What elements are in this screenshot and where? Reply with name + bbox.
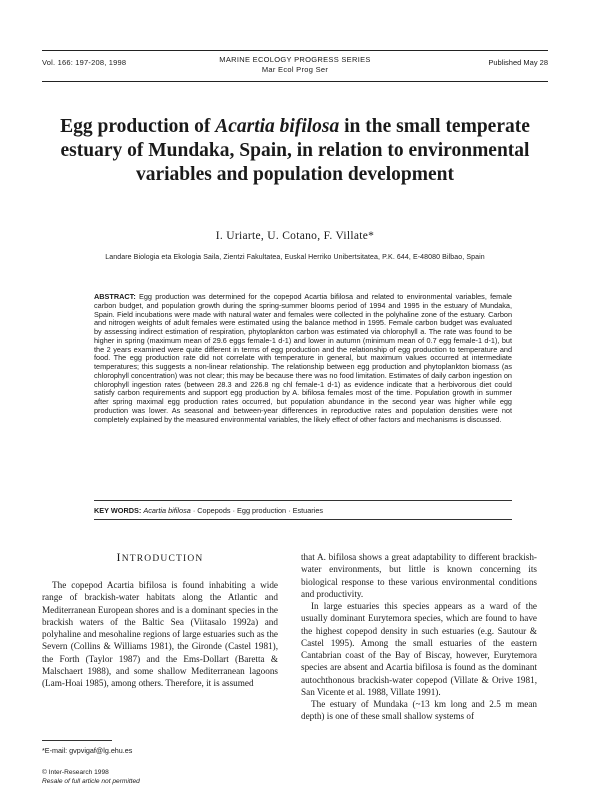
- title-after: in the small temperate estuary of Mundaka, Spain, in relation to environmental variables and population development: [60, 116, 530, 185]
- article-title: [60, 115, 530, 187]
- header-top-rule: [42, 50, 548, 51]
- keywords: [94, 506, 512, 515]
- abstract-rule-top: [94, 500, 512, 501]
- right-column: [301, 551, 537, 723]
- footnote-email: *E-mail: gvpvigaf@lg.ehu.es: [42, 746, 133, 755]
- abstract-label: ABSTRACT:: [94, 292, 136, 301]
- journal-line1: MARINE ECOLOGY PROGRESS SERIES: [219, 55, 371, 64]
- keywords-label: KEY WORDS:: [94, 506, 142, 515]
- title-before: Egg production of: [60, 116, 216, 137]
- abstract: [94, 293, 512, 424]
- heading-rest: NTRODUCTION: [121, 554, 204, 564]
- imprint: [42, 769, 140, 786]
- abstract-rule-bottom: [94, 519, 512, 520]
- section-heading-introduction: [42, 550, 278, 565]
- abstract-text: Egg production was determined for the copepod Acartia bifilosa and related to environmental variables, female carbon budget, and population growth during the spring-summer blooms period of 1994 and 1995 in the estuary of Mundaka, Spain. Field incubations were made with natural water and females were collected in the polyhaline zone of the estuary. Carbon and nitrogen weights of adult females were estimated using the balance method in 1995. Female carbon budget was evaluated by assessing indirect estimation of respiration, phytoplankton carbon was estimated via chlorophyll a. The rate was found to be higher in spring (maximum mean of 29.6 eggs female-1 d-1) and lower in autumn (minimum mean of 0.7 egg female-1 d-1), but the 2 years examined were quite different in terms of egg production and the relationship of egg production to temperature and food. The egg production rate did not correlate with temperature in general, but maximum values occurred at intermediate temperatures; this suggests a non-linear relationship. The relationship between egg production and phytoplankton biomass (as chlorophyll concentration) was not clear; this may be because there was no food limitation. Estimates of daily carbon ingestion on chlorophyll ingestion rates (between 28.3 and 226.8 ng chl female-1 d-1) as evidence indicate that a herbivorous diet could satisfy carbon requirements and support egg production by A. bifilosa females most of the time. Population growth in summer after spring maximal egg production rates occurred, but population abundance in the second year was higher while egg production was lower. As seasonal and between-year differences in reproductive rates and population densities were not completely explained by the measured environmental variables, the likely effect of other factors and mechanisms is discussed.: [94, 292, 512, 424]
- copyright: © Inter-Research 1998: [42, 769, 109, 776]
- keywords-rest: · Copepods · Egg production · Estuaries: [190, 506, 324, 515]
- footnote-rule: [42, 740, 112, 741]
- resale-notice: Resale of full article not permitted: [42, 777, 140, 785]
- intro-paragraph-1: The copepod Acartia bifilosa is found inhabiting a wide range of brackish-water habitats along the Atlantic and Mediterranean European shores and is a dominant species in the brackish waters of the Baltic Sea (Viitasalo 1992a) and polyhaline and mesohaline regions of large estuaries such as the Severn (Collins & Williams 1981), the Gironde (Castel 1981), the Forth (Taylor 1987) and the Ems-Dollart (Baretta & Malschaert 1988), and some shallow Mediterranean lagoons (Lam-Hoai 1985), among others. Therefore, it is assumed: [42, 580, 278, 688]
- citation: Vol. 166: 197-208, 1998: [42, 58, 127, 67]
- keywords-species: Acartia bifilosa: [143, 506, 191, 515]
- left-column: [42, 550, 278, 689]
- journal-line2: Mar Ecol Prog Ser: [261, 65, 329, 74]
- journal-name: [190, 55, 400, 75]
- authors: I. Uriarte, U. Cotano, F. Villate*: [215, 230, 375, 242]
- affiliation: Landare Biologia eta Ekologia Saila, Zientzi Fakultatea, Euskal Herriko Unibertsitatea, P.K. 644, E-48080 Bilbao, Spain: [105, 254, 485, 261]
- heading-initial: I: [116, 550, 122, 564]
- title-species: Acartia bifilosa: [215, 116, 340, 137]
- intro-paragraph-2: In large estuaries this species appears as a ward of the usually dominant Eurytemora species, which are found to have the highest copepod density in such estuaries (e.g. Sautour & Castel 1995). Among the small estuaries of the eastern Cantabrian coast of the Bay of Biscay, however, Eurytemora species are absent and Acartia bifilosa is found as the dominant autochthonous brackish-water copepod (Villate & Orive 1981, San Vicente et al. 1988, Villate 1991).: [301, 601, 537, 697]
- header-bottom-rule: [42, 81, 548, 82]
- intro-paragraph-1-continued: that A. bifilosa shows a great adaptability to different brackish-water environments, but little is known concerning its biological response to these various environmental conditions and productivity.: [301, 552, 537, 599]
- intro-paragraph-3: The estuary of Mundaka (~13 km long and 2.5 m mean depth) is one of these small shallow systems of: [301, 699, 537, 722]
- published-date: Published May 28: [488, 58, 548, 67]
